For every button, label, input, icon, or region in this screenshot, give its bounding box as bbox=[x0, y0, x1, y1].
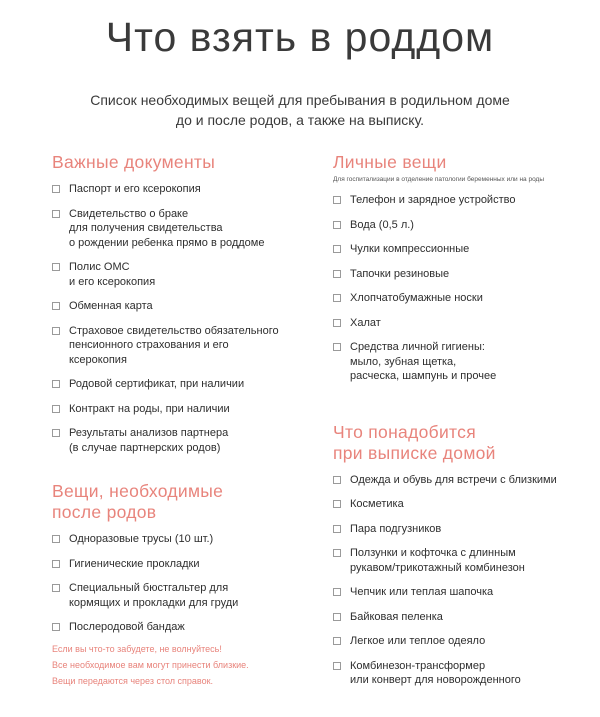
checkbox-icon[interactable] bbox=[333, 270, 341, 278]
checkbox-icon[interactable] bbox=[333, 613, 341, 621]
footer-note: Если вы что-то забудете, не волнуйтесь! Все необходимое вам могут принести близкие. Вещи передаются через стол справок. bbox=[52, 644, 249, 686]
checklist-item: Специальный бюстгальтер для кормящих и прокладки для груди bbox=[52, 581, 322, 610]
checkbox-icon[interactable] bbox=[333, 500, 341, 508]
checkbox-icon[interactable] bbox=[52, 380, 60, 388]
checkbox-icon[interactable] bbox=[333, 343, 341, 351]
checkbox-icon[interactable] bbox=[333, 662, 341, 670]
checklist-item: Пара подгузников bbox=[333, 522, 595, 537]
checklist-item: Паспорт и его ксерокопия bbox=[52, 182, 322, 197]
page-subtitle: Список необходимых вещей для пребывания в родильном доме до и после родов, а также на выписку. bbox=[90, 92, 510, 128]
checklist-item: Хлопчатобумажные носки bbox=[333, 291, 595, 306]
checklist-item: Гигиенические прокладки bbox=[52, 557, 322, 572]
discharge-heading: Что понадобится при выписке домой bbox=[333, 421, 496, 463]
right-column bbox=[333, 152, 595, 688]
after-birth-heading: Вещи, необходимые после родов bbox=[52, 481, 224, 522]
checkbox-icon[interactable] bbox=[52, 185, 60, 193]
checkbox-icon[interactable] bbox=[333, 588, 341, 596]
checklist-item: Контракт на роды, при наличии bbox=[52, 402, 322, 417]
checklist-item: Вода (0,5 л.) bbox=[333, 218, 595, 233]
checklist-item: Результаты анализов партнера (в случае партнерских родов) bbox=[52, 426, 322, 455]
checklist-item: Халат bbox=[333, 316, 595, 331]
checklist-item: Байковая пеленка bbox=[333, 610, 595, 625]
checkbox-icon[interactable] bbox=[52, 429, 60, 437]
checklist-item: Обменная карта bbox=[52, 299, 322, 314]
checklist-item: Родовой сертификат, при наличии bbox=[52, 377, 322, 392]
checklist-item: Чепчик или теплая шапочка bbox=[333, 585, 595, 600]
personal-heading: Личные вещи bbox=[333, 152, 447, 172]
checkbox-icon[interactable] bbox=[333, 549, 341, 557]
personal-list bbox=[333, 193, 595, 384]
checklist-item: Комбинезон-трансформер или конверт для новорожденного bbox=[333, 659, 595, 688]
checkbox-icon[interactable] bbox=[52, 210, 60, 218]
checkbox-icon[interactable] bbox=[333, 525, 341, 533]
checkbox-icon[interactable] bbox=[333, 476, 341, 484]
checkbox-icon[interactable] bbox=[52, 327, 60, 335]
checklist-item: Одежда и обувь для встречи с близкими bbox=[333, 473, 595, 488]
checkbox-icon[interactable] bbox=[52, 302, 60, 310]
checkbox-icon[interactable] bbox=[333, 221, 341, 229]
checkbox-icon[interactable] bbox=[333, 294, 341, 302]
checklist-item: Страховое свидетельство обязательного пенсионного страхования и его ксерокопия bbox=[52, 324, 322, 368]
checkbox-icon[interactable] bbox=[52, 623, 60, 631]
checkbox-icon[interactable] bbox=[333, 196, 341, 204]
checkbox-icon[interactable] bbox=[333, 637, 341, 645]
checklist-item: Послеродовой бандаж bbox=[52, 620, 322, 635]
after-birth-list bbox=[52, 532, 322, 635]
page-title: Что взять в роддом bbox=[105, 14, 495, 60]
checklist-item: Косметика bbox=[333, 497, 595, 512]
checklist-item: Чулки компрессионные bbox=[333, 242, 595, 257]
checkbox-icon[interactable] bbox=[52, 560, 60, 568]
checklist-item: Телефон и зарядное устройство bbox=[333, 193, 595, 208]
checkbox-icon[interactable] bbox=[333, 245, 341, 253]
checkbox-icon[interactable] bbox=[52, 584, 60, 592]
checkbox-icon[interactable] bbox=[52, 535, 60, 543]
documents-heading: Важные документы bbox=[52, 152, 216, 172]
left-column bbox=[52, 152, 322, 635]
discharge-list bbox=[333, 473, 595, 688]
checklist-item: Свидетельство о браке для получения свидетельства о рождении ребенка прямо в роддоме bbox=[52, 207, 322, 251]
checkbox-icon[interactable] bbox=[52, 405, 60, 413]
checkbox-icon[interactable] bbox=[52, 263, 60, 271]
checklist-item: Легкое или теплое одеяло bbox=[333, 634, 595, 649]
checklist-item: Полис ОМС и его ксерокопия bbox=[52, 260, 322, 289]
documents-list bbox=[52, 182, 322, 455]
checklist-item: Ползунки и кофточка с длинным рукавом/трикотажный комбинезон bbox=[333, 546, 595, 575]
checkbox-icon[interactable] bbox=[333, 319, 341, 327]
checklist-item: Одноразовые трусы (10 шт.) bbox=[52, 532, 322, 547]
personal-note: Для госпитализации в отделение патологии беременных или на роды bbox=[333, 176, 545, 183]
checklist-item: Средства личной гигиены: мыло, зубная щетка, расческа, шампунь и прочее bbox=[333, 340, 595, 384]
checklist-item: Тапочки резиновые bbox=[333, 267, 595, 282]
